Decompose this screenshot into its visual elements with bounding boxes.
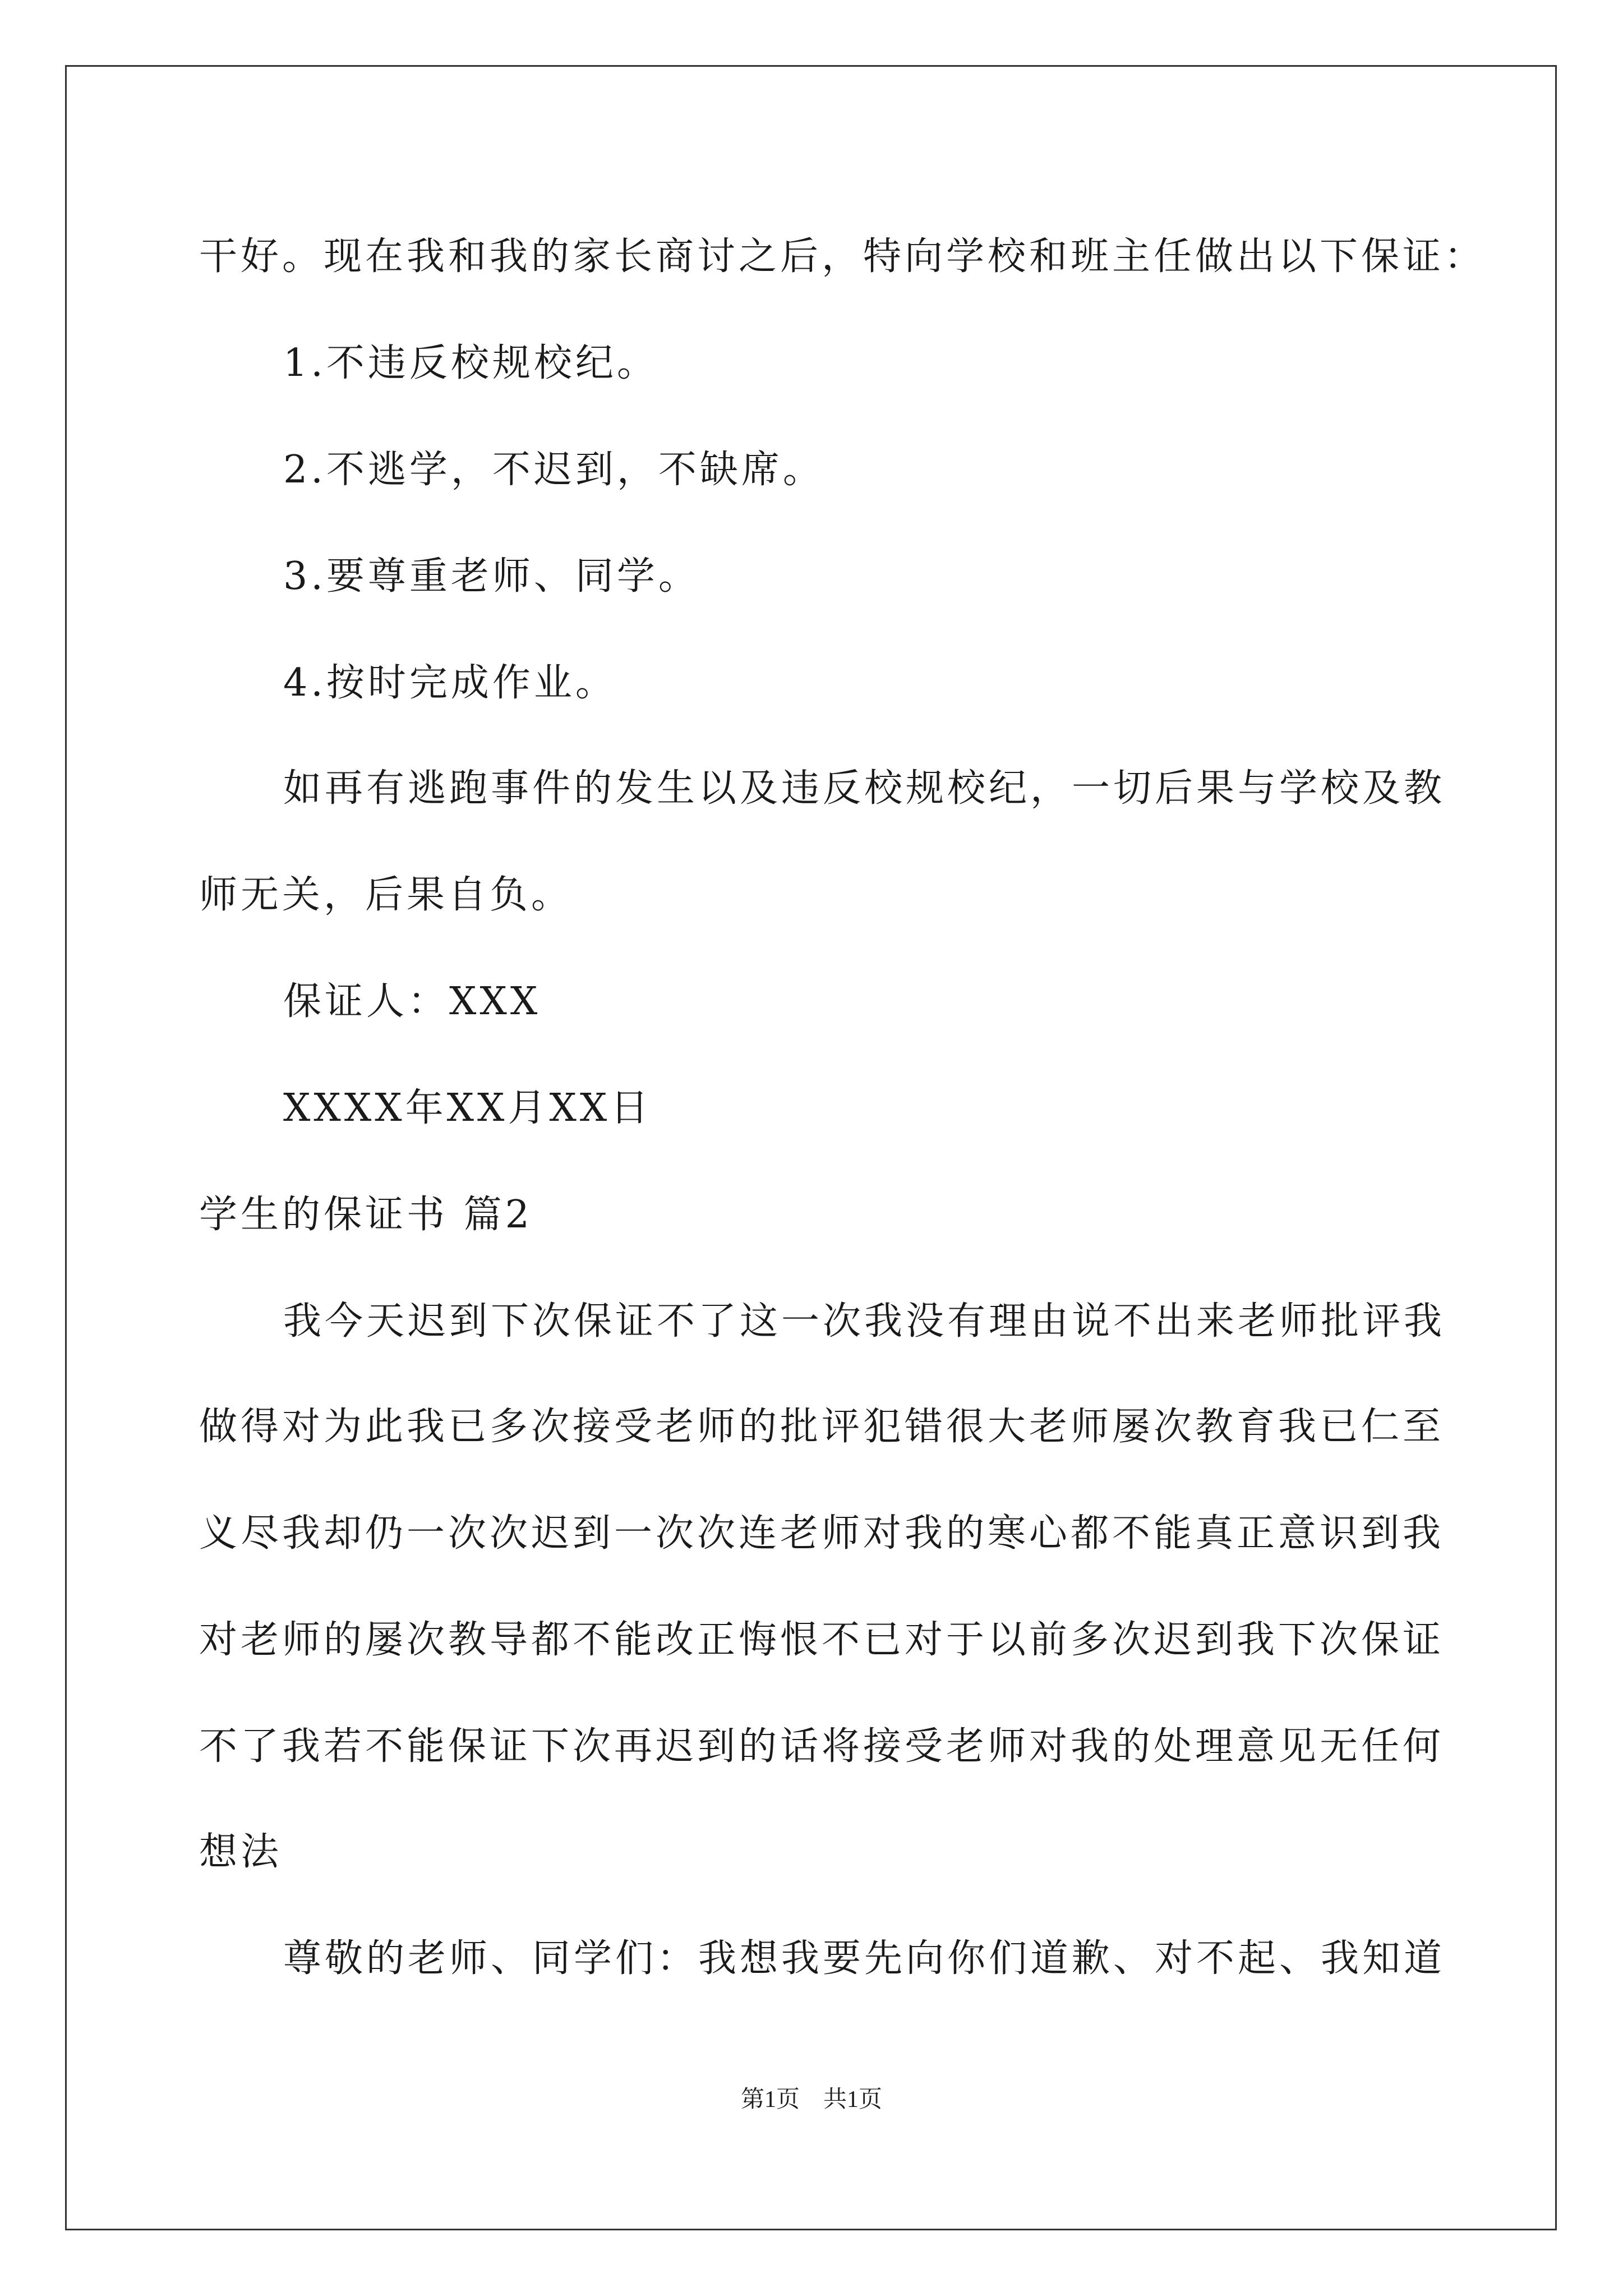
paragraph-line: 如再有逃跑事件的发生以及违反校规校纪，一切后果与学校及教	[283, 766, 1446, 811]
section-heading: 学生的保证书 篇2	[199, 1193, 533, 1237]
page-number: 第1页 共1页	[740, 2087, 882, 2113]
paragraph-line: 对老师的屡次教导都不能改正悔恨不已对于以前多次迟到我下次保证	[199, 1618, 1445, 1662]
paragraph-line: 干好。现在我和我的家长商讨之后，特向学校和班主任做出以下保证：	[199, 234, 1486, 279]
paragraph-line: 义尽我却仍一次次迟到一次次连老师对我的寒心都不能真正意识到我	[199, 1511, 1445, 1556]
paragraph-line: 想法	[199, 1830, 283, 1874]
signatory-line: 保证人：XXX	[283, 979, 541, 1024]
pledge-item-4: 4.按时完成作业。	[283, 661, 617, 705]
pledge-item-3: 3.要尊重老师、同学。	[283, 554, 700, 599]
paragraph-line: 做得对为此我已多次接受老师的批评犯错很大老师屡次教育我已仁至	[199, 1405, 1445, 1449]
paragraph-line: 我今天迟到下次保证不了这一次我没有理由说不出来老师批评我	[283, 1299, 1446, 1343]
pledge-item-1: 1.不违反校规校纪。	[283, 341, 658, 385]
pledge-item-2: 2.不逃学，不迟到，不缺席。	[283, 448, 824, 492]
paragraph-line: 尊敬的老师、同学们：我想我要先向你们道歉、对不起、我知道	[283, 1936, 1446, 1981]
paragraph-line: 不了我若不能保证下次再迟到的话将接受老师对我的处理意见无任何	[199, 1724, 1445, 1769]
paragraph-line: 师无关，后果自负。	[199, 873, 573, 917]
date-line: XXXX年XX月XX日	[283, 1086, 652, 1130]
page-border	[65, 65, 1557, 2230]
